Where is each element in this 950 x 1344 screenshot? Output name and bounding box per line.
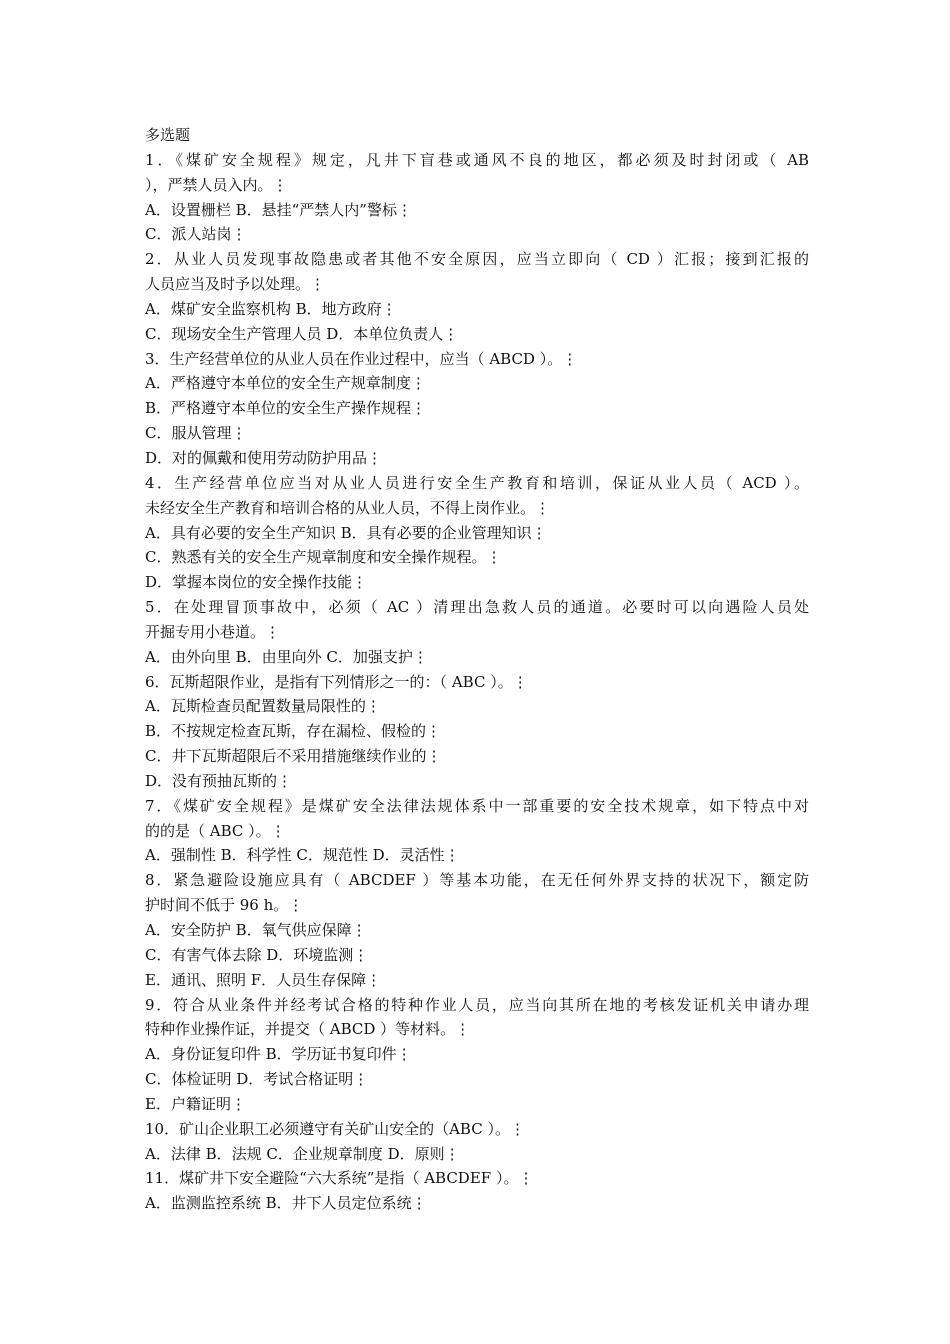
text-line: A．强制性 B．科学性 C．规范性 D．灵活性⋮ [145, 846, 460, 865]
text-line: D．对的佩戴和使用劳动防护用品⋮ [145, 448, 383, 467]
text-line: A．监测监控系统 B．井下人员定位系统⋮ [145, 1194, 427, 1213]
text-line: 10．矿山企业职工必须遵守有关矿山安全的（ABC ）。⋮ [145, 1119, 525, 1138]
text-line: A．安全防护 B．氧气供应保障⋮ [145, 921, 367, 939]
text-line: D．掌握本岗位的安全操作技能⋮ [145, 573, 368, 592]
text-line: 开掘专用小巷道。⋮ [145, 622, 281, 641]
text-line: B．严格遵守本单位的安全生产操作规程⋮ [145, 399, 427, 418]
text-line: A．身份证复印件 B．学历证书复印件⋮ [145, 1045, 412, 1064]
text-line: 护时间不低于 96 h。⋮ [145, 896, 304, 915]
text-line: A．瓦斯检查员配置数量局限性的⋮ [145, 697, 381, 716]
text-line: 人员应当及时予以处理。⋮ [145, 275, 326, 294]
text-line: C．有害气体去除 D．环境监测⋮ [145, 945, 369, 964]
text-line: C．现场安全生产管理人员 D．本单位负责人⋮ [145, 324, 459, 343]
section-heading: 多选题 [145, 126, 191, 144]
text-line: 的的是（ ABC ）。⋮ [145, 821, 286, 840]
text-line: C．体检证明 D．考试合格证明⋮ [145, 1070, 369, 1089]
text-line: D．没有预抽瓦斯的⋮ [145, 771, 293, 790]
text-line: A．煤矿安全监察机构 B．地方政府⋮ [145, 299, 397, 318]
text-line: 2．从业人员发现事故隐患或者其他不安全原因，应当立即向（ CD ）汇报；接到汇报的 [145, 250, 809, 269]
text-line: ），严禁人员入内。⋮ [145, 175, 288, 194]
text-line: 1．《煤矿安全规程》规定，凡井下盲巷或通风不良的地区，都必须及时封闭或（ AB [145, 150, 809, 169]
text-line: A．严格遵守本单位的安全生产规章制度⋮ [145, 374, 426, 393]
text-line: E．户籍证明⋮ [145, 1094, 246, 1113]
text-line: 未经安全生产教育和培训合格的从业人员，不得上岗作业。⋮ [145, 498, 551, 517]
text-line: C．熟悉有关的安全生产规章制度和安全操作规程。⋮ [145, 548, 502, 567]
text-line: 11．煤矿井下安全避险“六大系统”是指（ ABCDEF ）。⋮ [145, 1169, 534, 1188]
text-line: 6．瓦斯超限作业，是指有下列情形之一的：（ ABC ）。⋮ [145, 672, 528, 691]
text-line: C．派人站岗⋮ [145, 225, 247, 244]
text-line: E．通讯、照明 F．人员生存保障⋮ [145, 970, 382, 989]
text-line: B．不按规定检查瓦斯，存在漏检、假检的⋮ [145, 722, 442, 741]
text-line: 5．在处理冒顶事故中，必须（ AC ）清理出急救人员的通道。必要时可以向遇险人员处 [145, 598, 809, 617]
document-body [145, 123, 809, 1216]
text-line: 特种作业操作证，并提交（ ABCD ）等材料。⋮ [145, 1020, 471, 1039]
text-line: A．具有必要的安全生产知识 B．具有必要的企业管理知识⋮ [145, 523, 547, 542]
text-line: C．服从管理⋮ [145, 424, 247, 443]
text-line: C．井下瓦斯超限后不采用措施继续作业的⋮ [145, 747, 442, 766]
text-line: A．设置栅栏 B．悬挂“严禁人内”警标⋮ [145, 200, 412, 219]
text-line: 7．《煤矿安全规程》是煤矿安全法律法规体系中一部重要的安全技术规章，如下特点中对 [145, 796, 809, 815]
text-line: A．法律 B．法规 C．企业规章制度 D．原则⋮ [145, 1144, 460, 1163]
text-line: 3．生产经营单位的从业人员在作业过程中，应当（ ABCD ）。⋮ [145, 349, 578, 368]
text-line: 8．紧急避险设施应具有（ ABCDEF ）等基本功能，在无任何外界支持的状况下，额定防 [145, 871, 809, 890]
text-line: A．由外向里 B．由里向外 C．加强支护⋮ [145, 647, 428, 666]
text-line: 4．生产经营单位应当对从业人员进行安全生产教育和培训，保证从业人员（ ACD ）。 [145, 473, 809, 492]
text-line: 9．符合从业条件并经考试合格的特种作业人员，应当向其所在地的考核发证机关申请办理 [145, 995, 809, 1014]
